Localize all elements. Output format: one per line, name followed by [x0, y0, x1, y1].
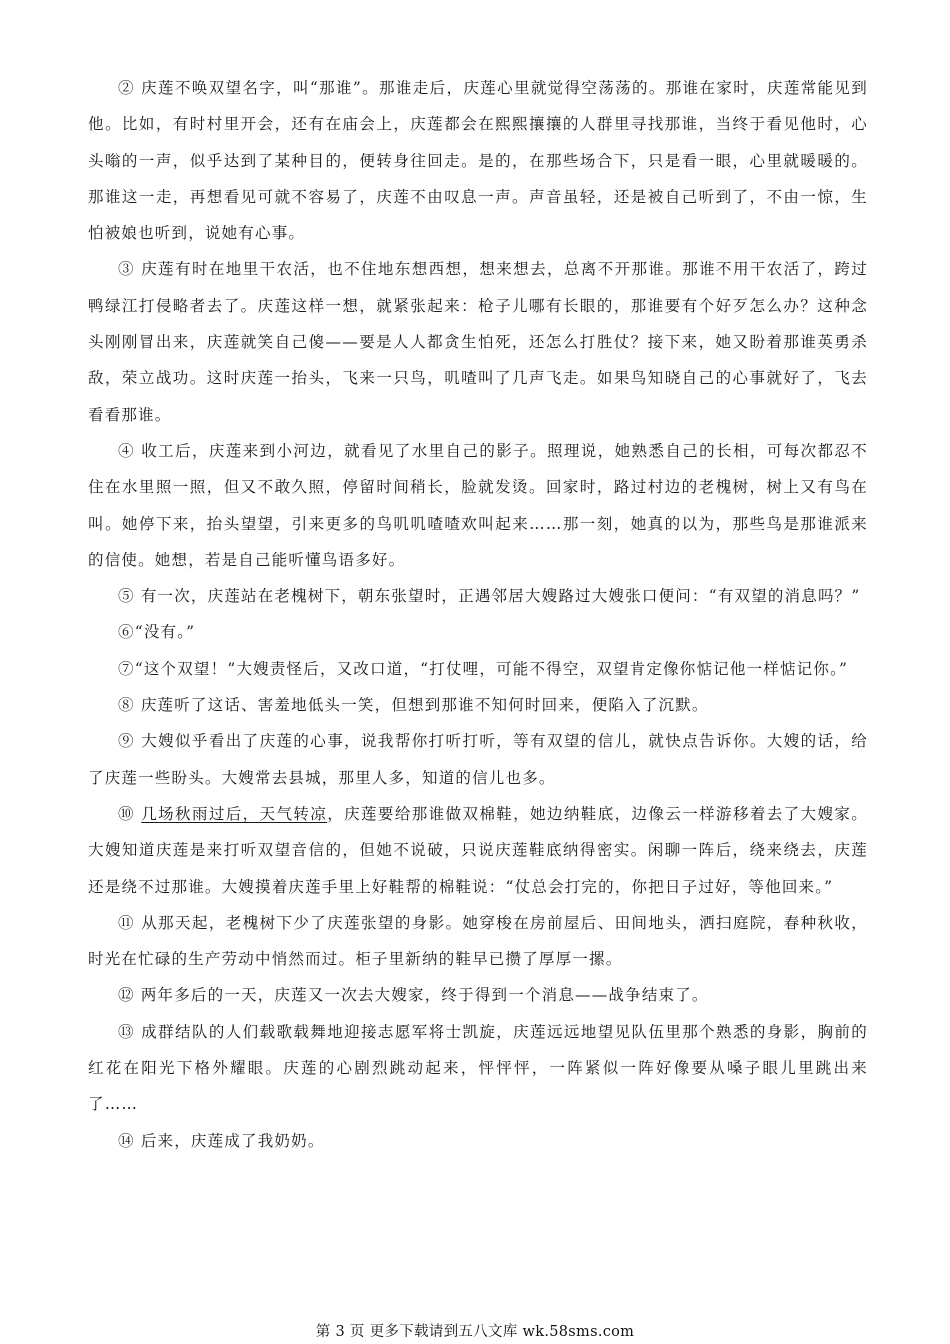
paragraph-4: ④ 收工后，庆莲来到小河边，就看见了水里自己的影子。照理说，她熟悉自己的长相，可每次都忍不住在水里照一照，但又不敢久照，停留时间稍长，脸就发烫。回家时，路过村边的老槐树，树上又有鸟在叫。她停下来，抬头望望，引来更多的鸟叽叽喳喳欢叫起来……那一刻，她真的以为，那些鸟是那谁派来的信使。她想，若是自己能听懂鸟语多好。	[88, 441, 868, 569]
paragraph-5: ⑤ 有一次，庆莲站在老槐树下，朝东张望时，正遇邻居大嫂路过大嫂张口便问：“有双望的消息吗？”	[118, 587, 861, 606]
paragraph-13: ⑬ 成群结队的人们载歌载舞地迎接志愿军将士凯旋，庆莲远远地望见队伍里那个熟悉的身影，胸前的红花在阳光下格外耀眼。庆莲的心剧烈跳动起来，怦怦怦，一阵紧似一阵好像要从嗓子眼儿里跳出来了……	[88, 1022, 868, 1114]
paragraph-10-rest: ，庆莲要给那谁做双棉鞋，她边纳鞋底，边像云一样游移着去了大嫂家。大嫂知道庆莲是来打听双望音信的，但她不说破，只说庆莲鞋底纳得密实。闲聊一阵后，绕来绕去，庆莲还是绕不过那谁。大嫂摸着庆莲手里上好鞋帮的棉鞋说：“仗总会打完的，你把日子过好，等他回来。”	[88, 804, 869, 896]
paragraph-9: ⑨ 大嫂似乎看出了庆莲的心事，说我帮你打听打听，等有双望的信儿，就快点告诉你。大嫂的话，给了庆莲一些盼头。大嫂常去县城，那里人多，知道的信儿也多。	[88, 732, 868, 787]
paragraph-10-number: ⑩	[118, 804, 142, 823]
paragraph-10-underlined-phrase: 几场秋雨过后，天气转凉	[141, 804, 328, 823]
page-footer: 第 3 页 更多下载请到五八文库 wk.58sms.com	[315, 1324, 635, 1340]
paragraph-2: ② 庆莲不唤双望名字，叫“那谁”。那谁走后，庆莲心里就觉得空荡荡的。那谁在家时，庆莲常能见到他。比如，有时村里开会，还有在庙会上，庆莲都会在熙熙攘攘的人群里寻找那谁，当终于看见他时，心头嗡的一声，似乎达到了某种目的，便转身往回走。是的，在那些场合下，只是看一眼，心里就暖暖的。那谁这一走，再想看见可就不容易了，庆莲不由叹息一声。声音虽轻，还是被自己听到了，不由一惊，生怕被娘也听到，说她有心事。	[88, 79, 868, 243]
paragraph-8: ⑧ 庆莲听了这话、害羞地低头一笑，但想到那谁不知何时回来，便陷入了沉默。	[118, 696, 709, 715]
paragraph-12: ⑫ 两年多后的一天，庆莲又一次去大嫂家，终于得到一个消息——战争结束了。	[118, 986, 709, 1005]
paragraph-10	[88, 796, 868, 905]
paragraph-3: ③ 庆莲有时在地里干农活，也不住地东想西想，想来想去，总离不开那谁。那谁不用干农活了，跨过鸭绿江打侵略者去了。庆莲这样一想，就紧张起来：枪子儿哪有长眼的，那谁要有个好歹怎么办？这种念头刚刚冒出来，庆莲就笑自己傻——要是人人都贪生怕死，还怎么打胜仗？接下来，她又盼着那谁英勇杀敌，荣立战功。这时庆莲一抬头，飞来一只鸟，叽喳叫了几声飞走。如果鸟知晓自己的心事就好了，飞去看看那谁。	[88, 260, 868, 424]
paragraph-7: ⑦“这个双望！”大嫂责怪后，又改口道，“打仗哩，可能不得空，双望肯定像你惦记他一样惦记你。”	[118, 659, 849, 678]
paragraph-6: ⑥“没有。”	[118, 623, 196, 642]
document-body	[88, 70, 868, 1159]
paragraph-14: ⑭ 后来，庆莲成了我奶奶。	[118, 1131, 325, 1150]
paragraph-11: ⑪ 从那天起，老槐树下少了庆莲张望的身影。她穿梭在房前屋后、田间地头，洒扫庭院，春种秋收，时光在忙碌的生产劳动中悄然而过。柜子里新纳的鞋早已攒了厚厚一摞。	[88, 913, 868, 969]
